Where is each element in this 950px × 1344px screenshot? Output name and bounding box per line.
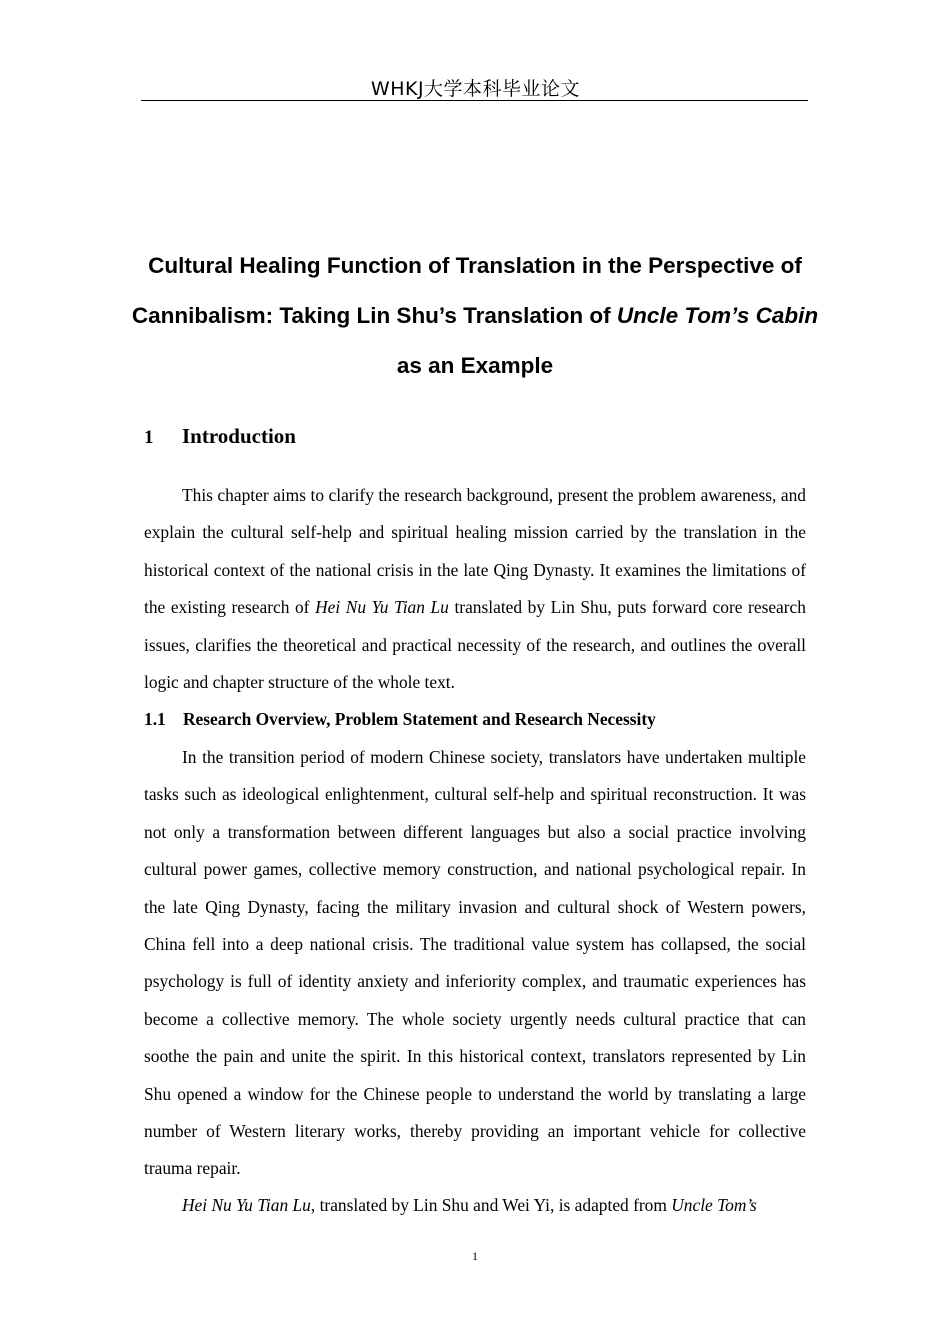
title-italic-book: Uncle Tom’s Cabin [616,303,819,328]
section-number: 1 [144,427,154,448]
section-label: Introduction [182,424,296,448]
intro-italic-title: Hei Nu Yu Tian Lu [315,597,449,618]
paper-title [120,241,830,391]
header-rule [141,100,808,101]
p3-italic-title: Hei Nu Yu Tian Lu [182,1195,311,1215]
section-heading-introduction [144,424,296,449]
intro-paragraph [144,477,806,701]
body-paragraph-3 [144,1187,806,1224]
subsection-label: Research Overview, Problem Statement and Research Necessity [183,709,656,729]
p3-text-1: , translated by Lin Shu and Wei Yi, is adapted from [310,1195,672,1215]
title-text-2: as an Example [396,353,554,378]
title-text-1: Cultural Healing Function of Translation in the Perspective of Cannibalism: Taking Lin Shu’s Translation of [131,253,802,328]
subsection-heading-1-1 [144,706,656,732]
page-number: 1 [472,1249,478,1263]
subsection-number: 1.1 [144,709,166,729]
p3-italic-book: Uncle Tom’s [671,1195,757,1215]
body-paragraph-2: In the transition period of modern Chinese society, translators have undertaken multiple tasks such as ideological enlightenment, cultural self-help and spiritual reconstruction. It was not only a transformation between different languages but also a social practice involving cultural power games, collective memory construction, and national psychological repair. In the late Qing Dynasty, facing the military invasion and cultural shock of Western powers, China fell into a deep national crisis. The traditional value system has collapsed, the social psychology is full of identity anxiety and inferiority complex, and traumatic experiences has become a collective memory. The whole society urgently needs cultural practice that can soothe the pain and unite the spirit. In this historical context, translators represented by Lin Shu opened a window for the Chinese people to understand the world by translating a large number of Western literary works, thereby providing an important vehicle for collective trauma repair. [144,747,806,1179]
intro-text-1: This chapter aims to clarify the research background, present the problem awareness, and explain the cultural self-help and spiritual healing mission carried by the translation in the historical context of the national crisis in the late Qing Dynasty. It examines the limitations of the existing research of [144,485,806,618]
running-header: WHKJ大学本科毕业论文 [370,78,581,100]
intro-text-2: translated by Lin Shu, puts forward core research issues, clarifies the theoretical and practical necessity of the research, and outlines the overall logic and chapter structure of the whole text. [144,597,806,693]
